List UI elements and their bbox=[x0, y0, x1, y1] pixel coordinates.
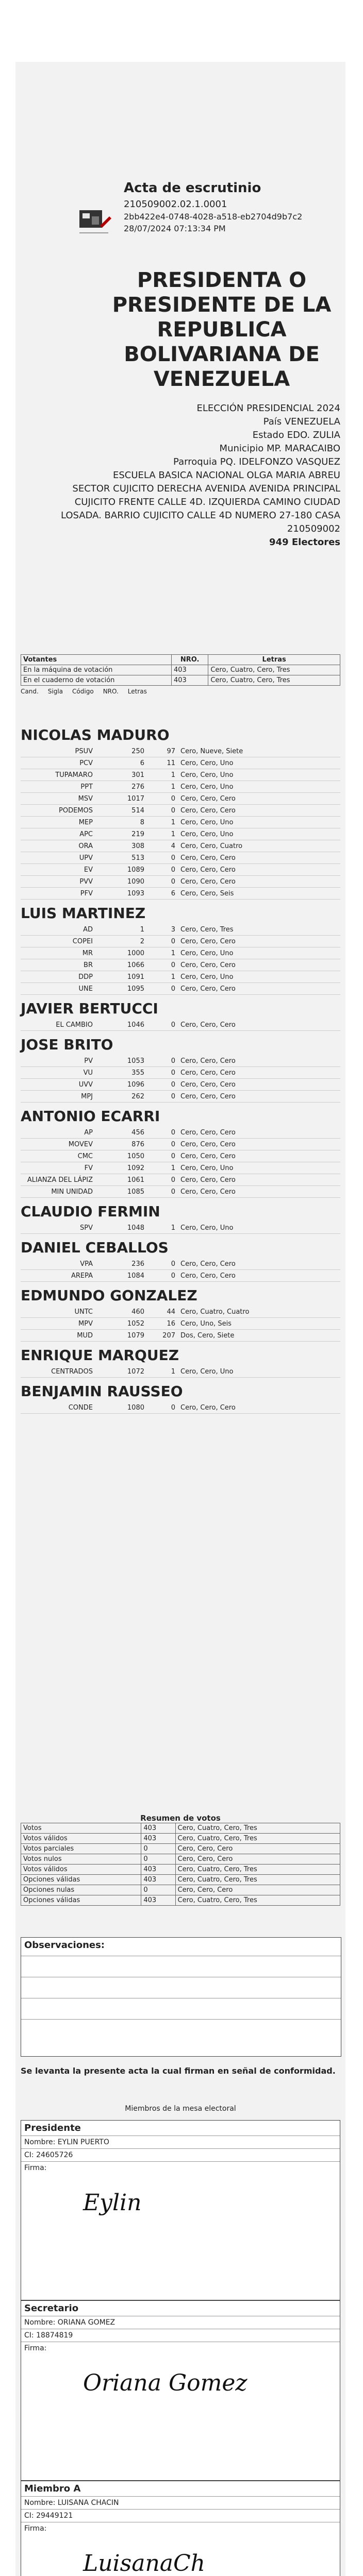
resumen-row bbox=[21, 1865, 340, 1875]
member-firma: Firma: bbox=[21, 2161, 340, 2174]
signature bbox=[21, 2174, 340, 2241]
candidate-name: ENRIQUE MARQUEZ bbox=[21, 1347, 179, 1364]
party-row bbox=[21, 1067, 340, 1079]
votantes-table bbox=[21, 654, 340, 686]
party-cell: CMC bbox=[77, 1152, 93, 1160]
party-row bbox=[21, 936, 340, 947]
resumen-table bbox=[21, 1823, 340, 1906]
member-ci: CI: 24605726 bbox=[21, 2148, 340, 2161]
party-cell: 0 bbox=[171, 1176, 175, 1184]
cand-col: Cand. bbox=[21, 688, 39, 695]
party-cell: ORA bbox=[78, 842, 93, 850]
party-cell: 250 bbox=[131, 747, 144, 755]
party-cell: PFV bbox=[80, 889, 93, 897]
party-cell: 1 bbox=[171, 973, 175, 981]
party-cell: 3 bbox=[171, 925, 175, 934]
candidate-name: NICOLAS MADURO bbox=[21, 726, 170, 743]
resumen-row bbox=[21, 1885, 340, 1895]
party-cell: 1 bbox=[171, 818, 175, 826]
party-row bbox=[21, 1019, 340, 1031]
party-cell: AREPA bbox=[71, 1272, 93, 1280]
cand-col: Código bbox=[72, 688, 94, 695]
party-row bbox=[21, 947, 340, 959]
party-cell: 0 bbox=[171, 794, 175, 803]
party-row bbox=[21, 1366, 340, 1378]
party-cell: 16 bbox=[167, 1319, 175, 1328]
party-cell: BR bbox=[84, 961, 93, 969]
resumen-cell: Cero, Cero, Cero bbox=[175, 1844, 340, 1854]
party-cell: 1091 bbox=[127, 973, 144, 981]
table-cell: 403 bbox=[171, 675, 208, 686]
party-cell: PCV bbox=[79, 759, 93, 767]
party-cell: 1053 bbox=[127, 1057, 144, 1065]
acta-datetime: 28/07/2024 07:13:34 PM bbox=[124, 224, 226, 233]
cand-col: Sigla bbox=[47, 688, 63, 695]
codigo: 210509002 bbox=[287, 523, 340, 534]
party-row bbox=[21, 1162, 340, 1174]
party-cell: 1 bbox=[171, 830, 175, 838]
party-cell: Cero, Cero, Cero bbox=[180, 877, 236, 886]
party-cell: 97 bbox=[167, 747, 175, 755]
party-row bbox=[21, 1150, 340, 1162]
party-row bbox=[21, 852, 340, 864]
resumen-cell: Cero, Cuatro, Cero, Tres bbox=[175, 1823, 340, 1834]
resumen-cell: Votos válidos bbox=[21, 1834, 141, 1844]
signature-text: Eylin bbox=[83, 2190, 142, 2216]
party-cell: Cero, Cuatro, Cuatro bbox=[180, 1308, 250, 1316]
resumen-row bbox=[21, 1895, 340, 1906]
party-row bbox=[21, 1127, 340, 1139]
party-cell: Cero, Cero, Cero bbox=[180, 806, 236, 815]
signature-text: Oriana Gomez bbox=[83, 2370, 248, 2396]
election-name: ELECCIÓN PRESIDENCIAL 2024 bbox=[196, 403, 340, 414]
table-cell: En la máquina de votación bbox=[21, 665, 172, 675]
party-cell: Cero, Cero, Uno bbox=[180, 783, 234, 791]
resumen-cell: 403 bbox=[141, 1875, 175, 1885]
party-cell: PODEMOS bbox=[59, 806, 93, 815]
party-cell: 0 bbox=[171, 854, 175, 862]
signature bbox=[21, 2354, 340, 2421]
party-cell: 1052 bbox=[127, 1319, 144, 1328]
party-cell: 876 bbox=[131, 1140, 144, 1148]
party-cell: PSUV bbox=[75, 747, 93, 755]
party-cell: 11 bbox=[167, 759, 175, 767]
resumen-cell: Cero, Cuatro, Cero, Tres bbox=[175, 1875, 340, 1885]
party-cell: MOVEV bbox=[68, 1140, 93, 1148]
party-row bbox=[21, 924, 340, 936]
table-cell: 403 bbox=[171, 665, 208, 675]
party-cell: Cero, Cero, Cero bbox=[180, 854, 236, 862]
candidate-name: CLAUDIO FERMIN bbox=[21, 1203, 160, 1220]
party-cell: 0 bbox=[171, 877, 175, 886]
party-row bbox=[21, 1091, 340, 1103]
party-row bbox=[21, 971, 340, 983]
party-cell: Cero, Cero, Cero bbox=[180, 1021, 236, 1029]
party-cell: 1061 bbox=[127, 1176, 144, 1184]
party-cell: 1 bbox=[171, 783, 175, 791]
party-row bbox=[21, 757, 340, 769]
resumen-cell: 403 bbox=[141, 1834, 175, 1844]
page-title: PRESIDENTA O PRESIDENTE DE LA REPUBLICA BOLIVARIANA DE VENEZUELA bbox=[112, 268, 332, 391]
party-cell: 6 bbox=[140, 759, 144, 767]
party-cell: TUPAMARO bbox=[55, 771, 93, 779]
party-row bbox=[21, 840, 340, 852]
party-cell: 1 bbox=[171, 949, 175, 957]
party-cell: 0 bbox=[171, 1021, 175, 1029]
party-cell: 1089 bbox=[127, 866, 144, 874]
table-cell: Cero, Cuatro, Cero, Tres bbox=[208, 665, 340, 675]
resumen-section bbox=[21, 1814, 340, 1906]
resumen-row bbox=[21, 1854, 340, 1865]
member-box bbox=[21, 2481, 340, 2576]
party-row bbox=[21, 817, 340, 828]
party-cell: DDP bbox=[78, 973, 93, 981]
party-cell: Cero, Cero, Cero bbox=[180, 1080, 236, 1089]
party-cell: Cero, Cero, Uno bbox=[180, 1224, 234, 1232]
party-cell: 1084 bbox=[127, 1272, 144, 1280]
party-row bbox=[21, 1318, 340, 1330]
candidate-name: ANTONIO ECARRI bbox=[21, 1108, 160, 1125]
party-cell: 355 bbox=[131, 1069, 144, 1077]
party-row bbox=[21, 876, 340, 888]
party-cell: FV bbox=[84, 1164, 93, 1172]
party-row bbox=[21, 1402, 340, 1414]
party-cell: Cero, Nueve, Siete bbox=[180, 747, 243, 755]
party-cell: Cero, Cero, Cero bbox=[180, 1152, 236, 1160]
resumen-row bbox=[21, 1834, 340, 1844]
party-row bbox=[21, 1330, 340, 1342]
party-cell: CENTRADOS bbox=[51, 1367, 93, 1376]
party-cell: Cero, Cero, Cero bbox=[180, 1069, 236, 1077]
candidate-name: LUIS MARTINEZ bbox=[21, 905, 146, 922]
party-cell: 1079 bbox=[127, 1331, 144, 1340]
party-cell: Cero, Cero, Uno bbox=[180, 1164, 234, 1172]
signature bbox=[21, 2535, 340, 2576]
resumen-cell: Votos nulos bbox=[21, 1854, 141, 1865]
party-cell: MR bbox=[82, 949, 93, 957]
party-cell: AP bbox=[84, 1128, 93, 1137]
party-row bbox=[21, 769, 340, 781]
party-cell: Cero, Cero, Cero bbox=[180, 1092, 236, 1100]
party-cell: 1072 bbox=[127, 1367, 144, 1376]
party-cell: 2 bbox=[140, 937, 144, 945]
party-cell: AD bbox=[83, 925, 93, 934]
party-cell: 1096 bbox=[127, 1080, 144, 1089]
votantes-section bbox=[21, 654, 340, 695]
party-cell: 0 bbox=[171, 985, 175, 993]
resumen-cell: Cero, Cuatro, Cero, Tres bbox=[175, 1865, 340, 1875]
member-nombre: Nombre: ORIANA GOMEZ bbox=[21, 2316, 340, 2329]
party-cell: 219 bbox=[131, 830, 144, 838]
party-row bbox=[21, 781, 340, 793]
party-cell: 1000 bbox=[127, 949, 144, 957]
party-row bbox=[21, 1270, 340, 1282]
resumen-cell: 403 bbox=[141, 1895, 175, 1906]
party-cell: MUD bbox=[77, 1331, 93, 1340]
party-cell: Cero, Cero, Uno bbox=[180, 771, 234, 779]
party-cell: 1048 bbox=[127, 1224, 144, 1232]
party-row bbox=[21, 1258, 340, 1270]
party-row bbox=[21, 1174, 340, 1186]
resumen-cell: Opciones nulas bbox=[21, 1885, 141, 1895]
resumen-row bbox=[21, 1875, 340, 1885]
party-cell: PV bbox=[84, 1057, 93, 1065]
resumen-cell: Opciones válidas bbox=[21, 1895, 141, 1906]
party-row bbox=[21, 1079, 340, 1091]
party-cell: Cero, Cero, Cero bbox=[180, 961, 236, 969]
party-cell: ALIANZA DEL LÁPIZ bbox=[27, 1176, 93, 1184]
party-cell: Cero, Cero, Uno bbox=[180, 1367, 234, 1376]
party-cell: 0 bbox=[171, 1092, 175, 1100]
party-cell: MSV bbox=[78, 794, 93, 803]
resumen-cell: Votos parciales bbox=[21, 1844, 141, 1854]
party-cell: 6 bbox=[171, 889, 175, 897]
party-cell: UVV bbox=[78, 1080, 93, 1089]
party-cell: 207 bbox=[162, 1331, 175, 1340]
member-firma: Firma: bbox=[21, 2522, 340, 2535]
party-cell: MPV bbox=[78, 1319, 93, 1328]
party-cell: 0 bbox=[171, 1057, 175, 1065]
cand-col: NRO. bbox=[103, 688, 119, 695]
party-cell: Cero, Cero, Cero bbox=[180, 1260, 236, 1268]
resumen-row bbox=[21, 1844, 340, 1854]
table-cell: Cero, Cuatro, Cero, Tres bbox=[208, 675, 340, 686]
member-box bbox=[21, 2300, 340, 2481]
signature-text: LuisanaCh bbox=[83, 2550, 206, 2576]
party-cell: 0 bbox=[171, 1069, 175, 1077]
party-cell: Cero, Cero, Uno bbox=[180, 818, 234, 826]
party-cell: COPEI bbox=[72, 937, 93, 945]
party-cell: 1092 bbox=[127, 1164, 144, 1172]
acta-header bbox=[124, 180, 340, 233]
party-cell: Cero, Cero, Uno bbox=[180, 973, 234, 981]
cne-logo bbox=[77, 206, 113, 237]
party-cell: Cero, Cero, Cero bbox=[180, 1128, 236, 1137]
party-cell: Cero, Cero, Cero bbox=[180, 1140, 236, 1148]
party-cell: 1080 bbox=[127, 1403, 144, 1412]
member-firma: Firma: bbox=[21, 2342, 340, 2354]
votantes-col-0: Votantes bbox=[21, 655, 172, 665]
party-cell: 44 bbox=[167, 1308, 175, 1316]
party-cell: APC bbox=[79, 830, 93, 838]
direccion: SECTOR CUJICITO DERECHA AVENIDA AVENIDA PRINCIPAL CUJICITO FRENTE CALLE 4D. IZQUIERDA CAMINO CIUDAD LOSADA. BARRIO CUJICITO CALLE 4D NUMERO 27-180 CASA bbox=[60, 483, 340, 521]
resumen-cell: Cero, Cero, Cero bbox=[175, 1854, 340, 1865]
party-cell: Cero, Cero, Cero bbox=[180, 1188, 236, 1196]
party-cell: 460 bbox=[131, 1308, 144, 1316]
party-cell: 1 bbox=[171, 1164, 175, 1172]
party-cell: MEP bbox=[78, 818, 93, 826]
resumen-row bbox=[21, 1823, 340, 1834]
members-list bbox=[21, 2120, 340, 2576]
member-box bbox=[21, 2120, 340, 2300]
resumen-cell: Cero, Cero, Cero bbox=[175, 1885, 340, 1895]
resumen-cell: 403 bbox=[141, 1865, 175, 1875]
party-cell: UPV bbox=[79, 854, 93, 862]
votantes-col-2: Letras bbox=[208, 655, 340, 665]
party-row bbox=[21, 959, 340, 971]
party-row bbox=[21, 864, 340, 876]
resumen-cell: 403 bbox=[141, 1823, 175, 1834]
party-cell: 0 bbox=[171, 937, 175, 945]
party-cell: Cero, Cero, Seis bbox=[180, 889, 234, 897]
party-cell: Cero, Uno, Seis bbox=[180, 1319, 232, 1328]
party-cell: Cero, Cero, Cero bbox=[180, 1057, 236, 1065]
resumen-cell: 0 bbox=[141, 1885, 175, 1895]
resumen-cell: 0 bbox=[141, 1854, 175, 1865]
party-cell: 4 bbox=[171, 842, 175, 850]
party-cell: CONDE bbox=[68, 1403, 93, 1412]
party-cell: 0 bbox=[171, 1403, 175, 1412]
party-cell: Cero, Cero, Cero bbox=[180, 1272, 236, 1280]
party-cell: 1 bbox=[171, 1224, 175, 1232]
party-cell: 1066 bbox=[127, 961, 144, 969]
party-cell: 0 bbox=[171, 866, 175, 874]
party-cell: Dos, Cero, Siete bbox=[180, 1331, 235, 1340]
party-cell: 1050 bbox=[127, 1152, 144, 1160]
party-cell: 0 bbox=[171, 1140, 175, 1148]
party-cell: 1090 bbox=[127, 877, 144, 886]
party-cell: 1046 bbox=[127, 1021, 144, 1029]
observaciones-label: Observaciones: bbox=[24, 1940, 105, 1951]
party-cell: Cero, Cero, Cero bbox=[180, 937, 236, 945]
party-cell: EL CAMBIO bbox=[56, 1021, 93, 1029]
party-cell: Cero, Cero, Cero bbox=[180, 1176, 236, 1184]
party-cell: 0 bbox=[171, 1128, 175, 1137]
party-cell: 1 bbox=[171, 771, 175, 779]
resumen-cell: Votos bbox=[21, 1823, 141, 1834]
acta-number: 210509002.02.1.0001 bbox=[124, 199, 227, 210]
party-cell: Cero, Cero, Cuatro bbox=[180, 842, 243, 850]
member-role: Miembro A bbox=[24, 2483, 81, 2494]
resumen-cell: 0 bbox=[141, 1844, 175, 1854]
parroquia: Parroquia PQ. IDELFONZO VASQUEZ bbox=[173, 456, 340, 467]
party-cell: 514 bbox=[131, 806, 144, 815]
party-cell: 0 bbox=[171, 961, 175, 969]
party-cell: 308 bbox=[131, 842, 144, 850]
acta-hash: 2bb422e4-0748-4028-a518-eb2704d9b7c2 bbox=[124, 212, 303, 222]
resumen-cell: Opciones válidas bbox=[21, 1875, 141, 1885]
party-cell: 0 bbox=[171, 1260, 175, 1268]
party-cell: 0 bbox=[171, 1152, 175, 1160]
resumen-cell: Cero, Cuatro, Cero, Tres bbox=[175, 1834, 340, 1844]
table-row bbox=[21, 665, 340, 675]
party-row bbox=[21, 888, 340, 900]
party-row bbox=[21, 1186, 340, 1198]
observaciones-box bbox=[21, 1937, 341, 2057]
party-cell: Cero, Cero, Tres bbox=[180, 925, 234, 934]
party-cell: 1093 bbox=[127, 889, 144, 897]
cand-col: Letras bbox=[127, 688, 147, 695]
party-cell: 1085 bbox=[127, 1188, 144, 1196]
party-cell: 1095 bbox=[127, 985, 144, 993]
candidate-name: BENJAMIN RAUSSEO bbox=[21, 1383, 183, 1400]
closing-text: Se levanta la presente acta la cual firman en señal de conformidad. bbox=[21, 2066, 336, 2076]
cand-table-header bbox=[21, 688, 340, 695]
party-cell: 456 bbox=[131, 1128, 144, 1137]
party-row bbox=[21, 828, 340, 840]
party-cell: 1017 bbox=[127, 794, 144, 803]
party-cell: SPV bbox=[80, 1224, 93, 1232]
party-row bbox=[21, 745, 340, 757]
acta-title: Acta de escrutinio bbox=[124, 180, 261, 196]
party-cell: VU bbox=[83, 1069, 93, 1077]
table-row bbox=[21, 675, 340, 686]
electores: 949 Electores bbox=[269, 537, 340, 548]
candidates-list bbox=[21, 721, 340, 1414]
party-cell: PVV bbox=[79, 877, 93, 886]
party-cell: 0 bbox=[171, 1080, 175, 1089]
party-cell: 301 bbox=[131, 771, 144, 779]
resumen-cell: Votos válidos bbox=[21, 1865, 141, 1875]
party-row bbox=[21, 805, 340, 817]
party-cell: Cero, Cero, Cero bbox=[180, 1403, 236, 1412]
party-cell: UNE bbox=[78, 985, 93, 993]
member-role: Secretario bbox=[24, 2303, 79, 2314]
mesa-title: Miembros de la mesa electoral bbox=[125, 2105, 236, 2113]
party-cell: UNTC bbox=[74, 1308, 93, 1316]
party-row bbox=[21, 1139, 340, 1150]
resumen-cell: Cero, Cuatro, Cero, Tres bbox=[175, 1895, 340, 1906]
candidate-name: EDMUNDO GONZALEZ bbox=[21, 1287, 197, 1304]
party-row bbox=[21, 1055, 340, 1067]
party-cell: 276 bbox=[131, 783, 144, 791]
party-cell: 262 bbox=[131, 1092, 144, 1100]
member-role: Presidente bbox=[24, 2123, 81, 2133]
party-cell: Cero, Cero, Uno bbox=[180, 830, 234, 838]
estado: Estado EDO. ZULIA bbox=[252, 430, 340, 440]
party-cell: MIN UNIDAD bbox=[51, 1188, 93, 1196]
location-info bbox=[52, 402, 340, 549]
party-cell: 236 bbox=[131, 1260, 144, 1268]
centro: ESCUELA BASICA NACIONAL OLGA MARIA ABREU bbox=[112, 470, 340, 481]
party-cell: 0 bbox=[171, 1188, 175, 1196]
party-cell: VPA bbox=[80, 1260, 93, 1268]
candidate-name: DANIEL CEBALLOS bbox=[21, 1239, 169, 1256]
party-cell: 8 bbox=[140, 818, 144, 826]
candidate-name: JOSE BRITO bbox=[21, 1036, 113, 1053]
party-cell: Cero, Cero, Cero bbox=[180, 866, 236, 874]
party-cell: Cero, Cero, Cero bbox=[180, 794, 236, 803]
party-cell: 0 bbox=[171, 806, 175, 815]
party-cell: Cero, Cero, Uno bbox=[180, 949, 234, 957]
party-cell: Cero, Cero, Cero bbox=[180, 985, 236, 993]
party-cell: 513 bbox=[131, 854, 144, 862]
party-row bbox=[21, 1222, 340, 1234]
votantes-col-1: NRO. bbox=[171, 655, 208, 665]
party-cell: Cero, Cero, Uno bbox=[180, 759, 234, 767]
member-ci: CI: 18874819 bbox=[21, 2329, 340, 2342]
party-cell: 0 bbox=[171, 1272, 175, 1280]
party-cell: 1 bbox=[171, 1367, 175, 1376]
resumen-title: Resumen de votos bbox=[140, 1814, 221, 1823]
party-cell: EV bbox=[84, 866, 93, 874]
municipio: Municipio MP. MARACAIBO bbox=[219, 443, 340, 454]
party-cell: PPT bbox=[80, 783, 93, 791]
party-row bbox=[21, 793, 340, 805]
party-row bbox=[21, 1306, 340, 1318]
table-cell: En el cuaderno de votación bbox=[21, 675, 172, 686]
party-cell: 1 bbox=[140, 925, 144, 934]
party-cell: MPJ bbox=[81, 1092, 93, 1100]
candidate-name: JAVIER BERTUCCI bbox=[21, 1000, 158, 1017]
party-row bbox=[21, 983, 340, 995]
pais: País VENEZUELA bbox=[263, 416, 340, 427]
member-nombre: Nombre: LUISANA CHACIN bbox=[21, 2496, 340, 2509]
member-ci: CI: 29449121 bbox=[21, 2509, 340, 2522]
member-nombre: Nombre: EYLIN PUERTO bbox=[21, 2136, 340, 2148]
